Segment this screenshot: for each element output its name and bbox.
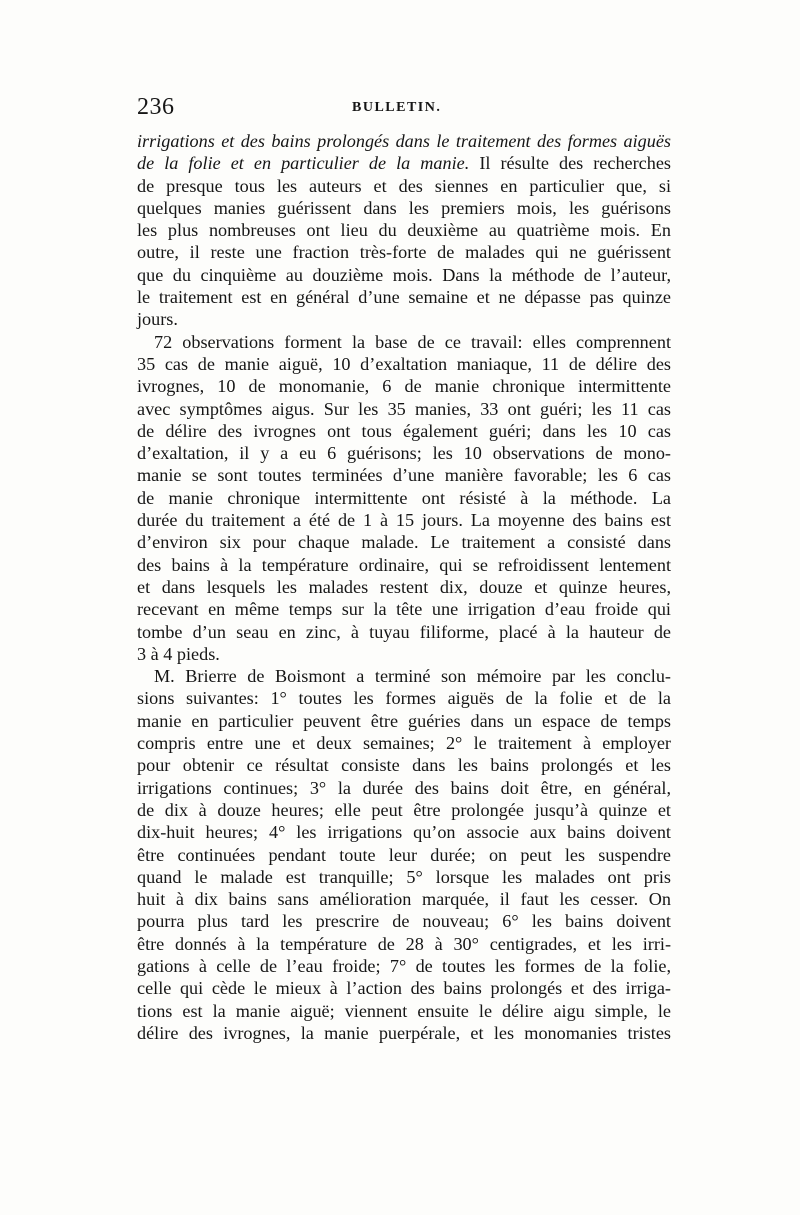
text-segment: tombe d’un seau en zinc, à tuyau filiforme, placé à la hauteur de — [137, 621, 671, 642]
text-segment: sions suivantes: 1° toutes les formes aiguës de la folie et de la — [137, 688, 671, 709]
text-segment: irrigations continues; 3° la durée des bains doit être, en général, — [137, 777, 671, 798]
text-line — [137, 687, 671, 709]
text-line — [137, 241, 671, 263]
text-segment: être continuées pendant toute leur durée; on peut les suspendre — [137, 844, 671, 865]
text-line — [137, 710, 671, 732]
text-segment: de délire des ivrognes ont tous également guéri; dans les 10 cas — [137, 420, 671, 441]
text-line — [137, 152, 671, 174]
text-line — [137, 531, 671, 553]
text-line — [137, 442, 671, 464]
text-segment: compris entre une et deux semaines; 2° le traitement à employer — [137, 733, 671, 754]
text-line — [137, 799, 671, 821]
text-line — [137, 331, 671, 353]
italic-text: irrigations et des bains prolongés dans le traitement des formes aiguës — [137, 131, 671, 151]
text-line — [137, 888, 671, 910]
text-line — [137, 955, 671, 977]
text-segment: des bains à la température ordinaire, qui se refroidissent lentement — [137, 554, 671, 575]
page-header — [137, 94, 671, 124]
text-segment: jours. — [137, 309, 178, 330]
text-line — [137, 821, 671, 843]
text-segment: durée du traitement a été de 1 à 15 jours. La moyenne des bains est — [137, 510, 671, 531]
text-segment: ivrognes, 10 de monomanie, 6 de manie chronique intermittente — [137, 376, 671, 397]
text-line — [137, 1000, 671, 1022]
text-line — [137, 910, 671, 932]
text-line — [137, 933, 671, 955]
text-line — [137, 977, 671, 999]
text-segment: dix-huit heures; 4° les irrigations qu’on associe aux bains doivent — [137, 822, 671, 843]
text-segment: le traitement est en général d’une semaine et ne dépasse pas quinze — [137, 287, 671, 308]
text-segment: celle qui cède le mieux à l’action des bains prolongés et des irriga- — [137, 978, 671, 999]
paragraph — [137, 130, 671, 331]
text-line — [137, 197, 671, 219]
paragraph — [137, 331, 671, 665]
text-segment: quand le malade est tranquille; 5° lorsque les malades ont pris — [137, 866, 671, 887]
text-line — [137, 175, 671, 197]
text-segment: pourra plus tard les prescrire de nouveau; 6° les bains doivent — [137, 911, 671, 932]
text-line — [137, 1022, 671, 1044]
text-line — [137, 219, 671, 241]
text-segment: de dix à douze heures; elle peut être prolongée jusqu’à quinze et — [137, 799, 671, 820]
text-line — [137, 264, 671, 286]
text-segment: 3 à 4 pieds. — [137, 643, 220, 664]
text-segment: délire des ivrognes, la manie puerpérale, et les monomanies tristes — [137, 1022, 671, 1043]
text-segment: avec symptômes aigus. Sur les 35 manies, 33 ont guéri; les 11 cas — [137, 398, 671, 419]
text-line — [137, 375, 671, 397]
text-line — [137, 598, 671, 620]
text-segment: manie se sont toutes terminées d’une manière favorable; les 6 cas — [137, 465, 671, 486]
text-line — [137, 464, 671, 486]
text-line — [137, 353, 671, 375]
text-line — [137, 844, 671, 866]
running-head: BULLETIN. — [352, 100, 442, 115]
page-number: 236 — [137, 94, 175, 120]
text-segment: pour obtenir ce résultat consiste dans les bains prolongés et les — [137, 755, 671, 776]
text-line — [137, 308, 671, 330]
text-segment: les plus nombreuses ont lieu du deuxième au quatrième mois. En — [137, 220, 671, 241]
text-line — [137, 420, 671, 442]
text-segment: manie en particulier peuvent être guéries dans un espace de temps — [137, 710, 671, 731]
text-line — [137, 554, 671, 576]
text-segment: et dans lesquels les malades restent dix, douze et quinze heures, — [137, 576, 671, 597]
text-line — [137, 777, 671, 799]
text-line — [137, 621, 671, 643]
paragraph — [137, 665, 671, 1044]
text-segment: outre, il reste une fraction très-forte de malades qui ne guérissent — [137, 242, 671, 263]
text-segment: de presque tous les auteurs et des siennes en particulier que, si — [137, 175, 671, 196]
text-segment: huit à dix bains sans amélioration marquée, il faut les cesser. On — [137, 889, 671, 910]
text-segment: d’environ six pour chaque malade. Le traitement a consisté dans — [137, 532, 671, 553]
text-segment: de manie chronique intermittente ont résisté à la méthode. La — [137, 487, 671, 508]
text-segment: quelques manies guérissent dans les premiers mois, les guérisons — [137, 197, 671, 218]
text-line — [137, 732, 671, 754]
text-line — [137, 576, 671, 598]
text-segment: être donnés à la température de 28 à 30° centigrades, et les irri- — [137, 933, 671, 954]
text-line — [137, 130, 671, 152]
body-text — [137, 130, 671, 1044]
text-segment: que du cinquième au douzième mois. Dans la méthode de l’auteur, — [137, 264, 671, 285]
text-line — [137, 665, 671, 687]
text-segment: Il résulte des recherches — [469, 153, 671, 174]
text-line — [137, 286, 671, 308]
text-line — [137, 487, 671, 509]
text-line — [137, 398, 671, 420]
text-segment: 35 cas de manie aiguë, 10 d’exaltation maniaque, 11 de délire des — [137, 353, 671, 374]
italic-text: de la folie et en particulier de la manie. — [137, 153, 470, 174]
text-line — [137, 866, 671, 888]
text-line — [137, 754, 671, 776]
text-line — [137, 509, 671, 531]
text-segment: d’exaltation, il y a eu 6 guérisons; les 10 observations de mono- — [137, 443, 671, 464]
text-line — [137, 643, 671, 665]
text-segment: M. Brierre de Boismont a terminé son mémoire par les conclu- — [154, 666, 671, 687]
text-segment: tions est la manie aiguë; viennent ensuite le délire aigu simple, le — [137, 1000, 671, 1021]
text-segment: 72 observations forment la base de ce travail: elles comprennent — [154, 331, 671, 352]
text-segment: recevant en même temps sur la tête une irrigation d’eau froide qui — [137, 599, 671, 620]
text-segment: gations à celle de l’eau froide; 7° de toutes les formes de la folie, — [137, 955, 671, 976]
